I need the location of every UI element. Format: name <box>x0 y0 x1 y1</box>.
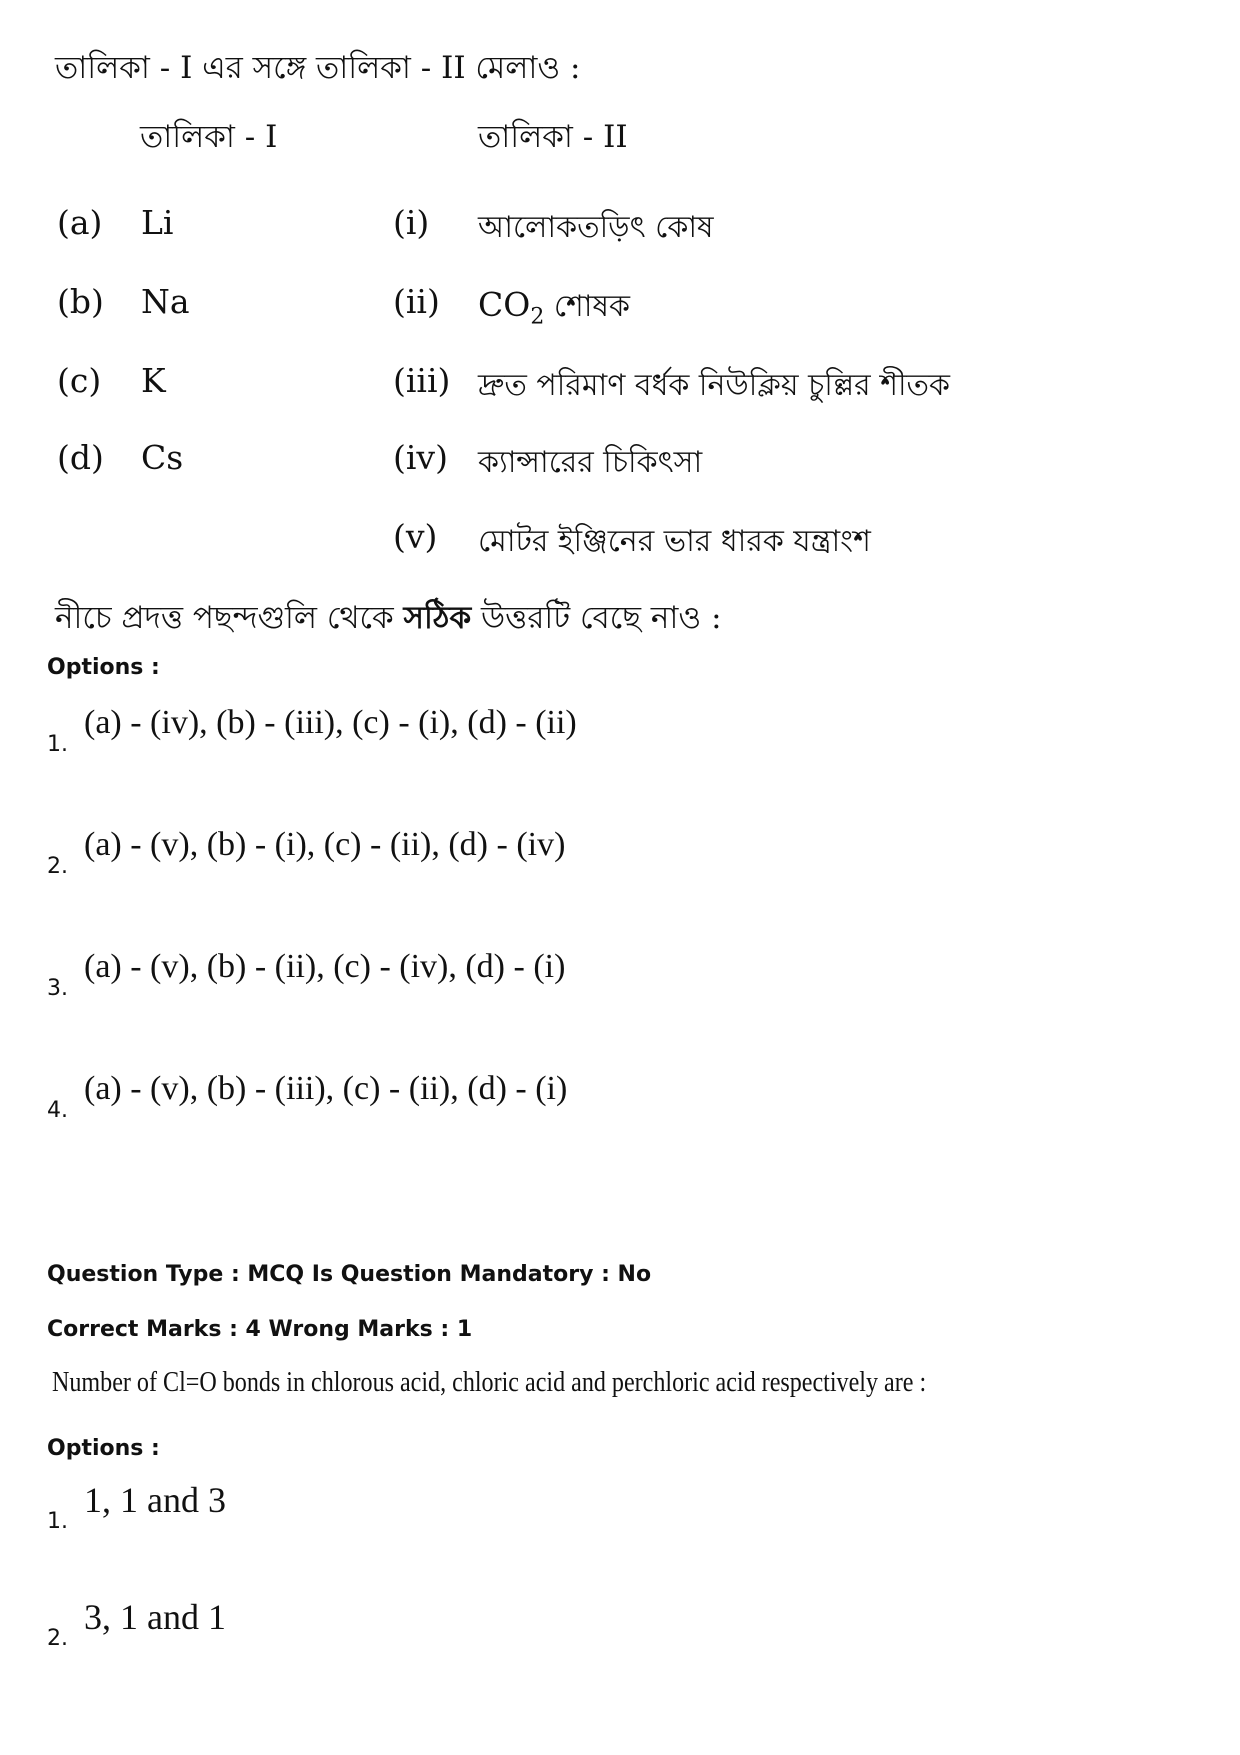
q2-option-2[interactable]: 3, 1 and 1 <box>84 1597 226 1637</box>
co2-subscript: 2 <box>530 304 545 330</box>
question-type-line: Question Type : MCQ Is Question Mandatory : No <box>47 1262 652 1287</box>
q2-option-1[interactable]: 1, 1 and 3 <box>84 1480 226 1520</box>
list2-label-iii: (iii) <box>393 361 451 400</box>
co2-formula: CO <box>478 285 531 324</box>
list1-label-b: (b) <box>57 282 104 321</box>
q1-option-4-number: 4. <box>47 1098 68 1123</box>
q1-option-2[interactable]: (a) - (v), (b) - (i), (c) - (ii), (d) - (iv) <box>84 826 566 863</box>
q1-option-1[interactable]: (a) - (iv), (b) - (iii), (c) - (i), (d) - (ii) <box>84 704 577 741</box>
q1-option-3[interactable]: (a) - (v), (b) - (ii), (c) - (iv), (d) - (i) <box>84 948 566 985</box>
q1-option-4[interactable]: (a) - (v), (b) - (iii), (c) - (ii), (d) - (i) <box>84 1070 568 1107</box>
list1-item-c: K <box>141 361 166 400</box>
list2-item-v: মোটর ইঞ্জিনের ভার ধারক যন্ত্রাংশ <box>478 524 871 559</box>
list1-label-d: (d) <box>57 438 104 477</box>
list2-label-i: (i) <box>393 203 430 242</box>
list2-label-ii: (ii) <box>393 282 440 321</box>
list1-label-a: (a) <box>57 203 103 242</box>
q1-option-2-number: 2. <box>47 854 68 879</box>
prompt-pre: নীচে প্রদত্ত পছন্দগুলি থেকে <box>55 600 404 636</box>
list1-item-d: Cs <box>141 438 184 477</box>
question-text: Number of Cl=O bonds in chlorous acid, chloric acid and perchloric acid respectively are : <box>52 1367 927 1398</box>
list2-header: তালিকা - II <box>478 119 628 155</box>
list1-header: তালিকা - I <box>140 119 278 155</box>
list2-item-iii: দ্রুত পরিমাণ বর্ধক নিউক্লিয় চুল্লির শীতক <box>478 368 951 403</box>
q2-option-1-number: 1. <box>47 1509 68 1534</box>
match-instruction: তালিকা - I এর সঙ্গে তালিকা - II মেলাও : <box>55 50 581 86</box>
list2-item-ii <box>478 282 630 333</box>
marks-line: Correct Marks : 4 Wrong Marks : 1 <box>47 1317 473 1342</box>
options-label-q2: Options : <box>47 1436 160 1461</box>
list2-label-v: (v) <box>393 517 438 556</box>
options-label-q1: Options : <box>47 655 160 680</box>
q1-option-1-number: 1. <box>47 732 68 757</box>
list1-item-a: Li <box>141 203 174 242</box>
q1-option-3-number: 3. <box>47 976 68 1001</box>
list2-item-iv: ক্যান্সারের চিকিৎসা <box>478 445 703 480</box>
prompt-bold: সঠিক <box>403 600 472 636</box>
list1-label-c: (c) <box>57 361 102 400</box>
q2-option-2-number: 2. <box>47 1626 68 1651</box>
choose-correct-prompt <box>55 594 722 646</box>
prompt-post: উত্তরটি বেছে নাও : <box>471 600 722 636</box>
list1-item-b: Na <box>141 282 190 321</box>
list2-label-iv: (iv) <box>393 438 448 477</box>
co2-absorber-text: শোষক <box>544 289 630 324</box>
list2-item-i: আলোকতড়িৎ কোষ <box>478 210 714 245</box>
